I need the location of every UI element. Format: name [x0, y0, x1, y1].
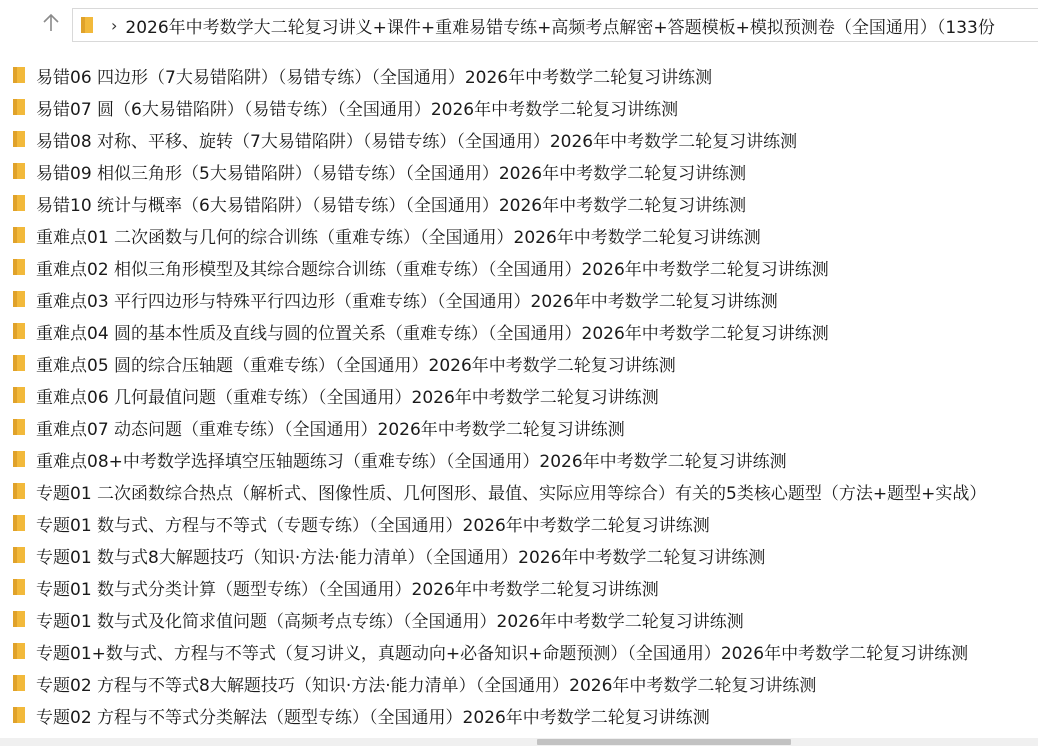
folder-icon: [12, 258, 30, 276]
file-name: 专题02 方程与不等式8大解题技巧（知识·方法·能力清单）（全国通用）2026年中考数学二轮复习讲练测: [36, 675, 817, 696]
file-name: 重难点05 圆的综合压轴题（重难专练）（全国通用）2026年中考数学二轮复习讲练测: [36, 355, 676, 376]
file-name: 专题01 数与式分类计算（题型专练）（全国通用）2026年中考数学二轮复习讲练测: [36, 579, 659, 600]
file-name: 专题01 数与式及化简求值问题（高频考点专练）（全国通用）2026年中考数学二轮复习讲练测: [36, 611, 744, 632]
file-list: [0, 59, 1038, 731]
folder-icon: [12, 482, 30, 500]
file-name: 重难点01 二次函数与几何的综合训练（重难专练）（全国通用）2026年中考数学二轮复习讲练测: [36, 227, 761, 248]
file-name: 易错09 相似三角形（5大易错陷阱）（易错专练）（全国通用）2026年中考数学二轮复习讲练测: [36, 163, 747, 184]
folder-icon: [12, 322, 30, 340]
folder-icon: [12, 674, 30, 692]
horizontal-scrollbar[interactable]: [0, 738, 1038, 746]
list-item[interactable]: [0, 123, 1038, 155]
list-item[interactable]: [0, 155, 1038, 187]
list-item[interactable]: [0, 603, 1038, 635]
list-item[interactable]: [0, 667, 1038, 699]
up-button[interactable]: [36, 10, 66, 40]
list-item[interactable]: [0, 699, 1038, 731]
file-name: 重难点08+中考数学选择填空压轴题练习（重难专练）（全国通用）2026年中考数学二轮复习讲练测: [36, 451, 787, 472]
folder-icon: [12, 514, 30, 532]
file-name: 重难点06 几何最值问题（重难专练）（全国通用）2026年中考数学二轮复习讲练测: [36, 387, 659, 408]
file-name: 重难点02 相似三角形模型及其综合题综合训练（重难专练）（全国通用）2026年中考数学二轮复习讲练测: [36, 259, 829, 280]
file-name: 专题01+数与式、方程与不等式（复习讲义，真题动向+必备知识+命题预测）（全国通用）2026年中考数学二轮复习讲练测: [36, 643, 969, 664]
file-name: 专题01 数与式、方程与不等式（专题专练）（全国通用）2026年中考数学二轮复习讲练测: [36, 515, 710, 536]
folder-icon: [12, 98, 30, 116]
folder-icon: [12, 642, 30, 660]
address-bar[interactable]: [72, 8, 1038, 42]
list-item[interactable]: [0, 571, 1038, 603]
file-name: 易错08 对称、平移、旋转（7大易错陷阱）（易错专练）（全国通用）2026年中考数学二轮复习讲练测: [36, 131, 798, 152]
file-name: 专题01 二次函数综合热点（解析式、图像性质、几何图形、最值、实际应用等综合）有关的5类核心题型（方法+题型+实战）: [36, 483, 987, 504]
list-item[interactable]: [0, 91, 1038, 123]
folder-icon: [12, 610, 30, 628]
folder-icon: [12, 450, 30, 468]
file-name: 重难点03 平行四边形与特殊平行四边形（重难专练）（全国通用）2026年中考数学二轮复习讲练测: [36, 291, 778, 312]
navigation-bar: [0, 0, 1038, 52]
folder-icon: [12, 354, 30, 372]
list-item[interactable]: [0, 539, 1038, 571]
file-name: 易错07 圆（6大易错陷阱）（易错专练）（全国通用）2026年中考数学二轮复习讲练测: [36, 99, 679, 120]
folder-icon: [12, 194, 30, 212]
file-name: 重难点04 圆的基本性质及直线与圆的位置关系（重难专练）（全国通用）2026年中考数学二轮复习讲练测: [36, 323, 829, 344]
list-item[interactable]: [0, 443, 1038, 475]
folder-icon: [12, 706, 30, 724]
file-name: 重难点07 动态问题（重难专练）（全国通用）2026年中考数学二轮复习讲练测: [36, 419, 625, 440]
folder-icon: [12, 546, 30, 564]
list-item[interactable]: [0, 347, 1038, 379]
folder-icon: [12, 226, 30, 244]
list-item[interactable]: [0, 251, 1038, 283]
address-path: 2026年中考数学大二轮复习讲义+课件+重难易错专练+高频考点解密+答题模板+模拟预测卷（全国通用）（133份: [125, 17, 995, 38]
file-name: 专题02 方程与不等式分类解法（题型专练）（全国通用）2026年中考数学二轮复习讲练测: [36, 707, 710, 728]
file-name: 易错10 统计与概率（6大易错陷阱）（易错专练）（全国通用）2026年中考数学二轮复习讲练测: [36, 195, 747, 216]
list-item[interactable]: [0, 475, 1038, 507]
folder-icon: [12, 66, 30, 84]
folder-icon: [12, 162, 30, 180]
list-item[interactable]: [0, 507, 1038, 539]
list-item[interactable]: [0, 187, 1038, 219]
arrow-up-icon: [42, 13, 60, 37]
chevron-right-icon[interactable]: ›: [111, 15, 118, 35]
folder-icon: [12, 130, 30, 148]
folder-icon: [12, 418, 30, 436]
list-item[interactable]: [0, 219, 1038, 251]
list-item[interactable]: [0, 635, 1038, 667]
list-item[interactable]: [0, 411, 1038, 443]
folder-icon: [12, 386, 30, 404]
list-item[interactable]: [0, 315, 1038, 347]
file-name: 专题01 数与式8大解题技巧（知识·方法·能力清单）（全国通用）2026年中考数学二轮复习讲练测: [36, 547, 766, 568]
folder-icon: [79, 15, 99, 35]
folder-icon: [12, 290, 30, 308]
list-item[interactable]: [0, 379, 1038, 411]
folder-icon: [12, 578, 30, 596]
list-item[interactable]: [0, 59, 1038, 91]
list-item[interactable]: [0, 283, 1038, 315]
scrollbar-thumb[interactable]: [537, 739, 791, 745]
file-name: 易错06 四边形（7大易错陷阱）（易错专练）（全国通用）2026年中考数学二轮复习讲练测: [36, 67, 713, 88]
